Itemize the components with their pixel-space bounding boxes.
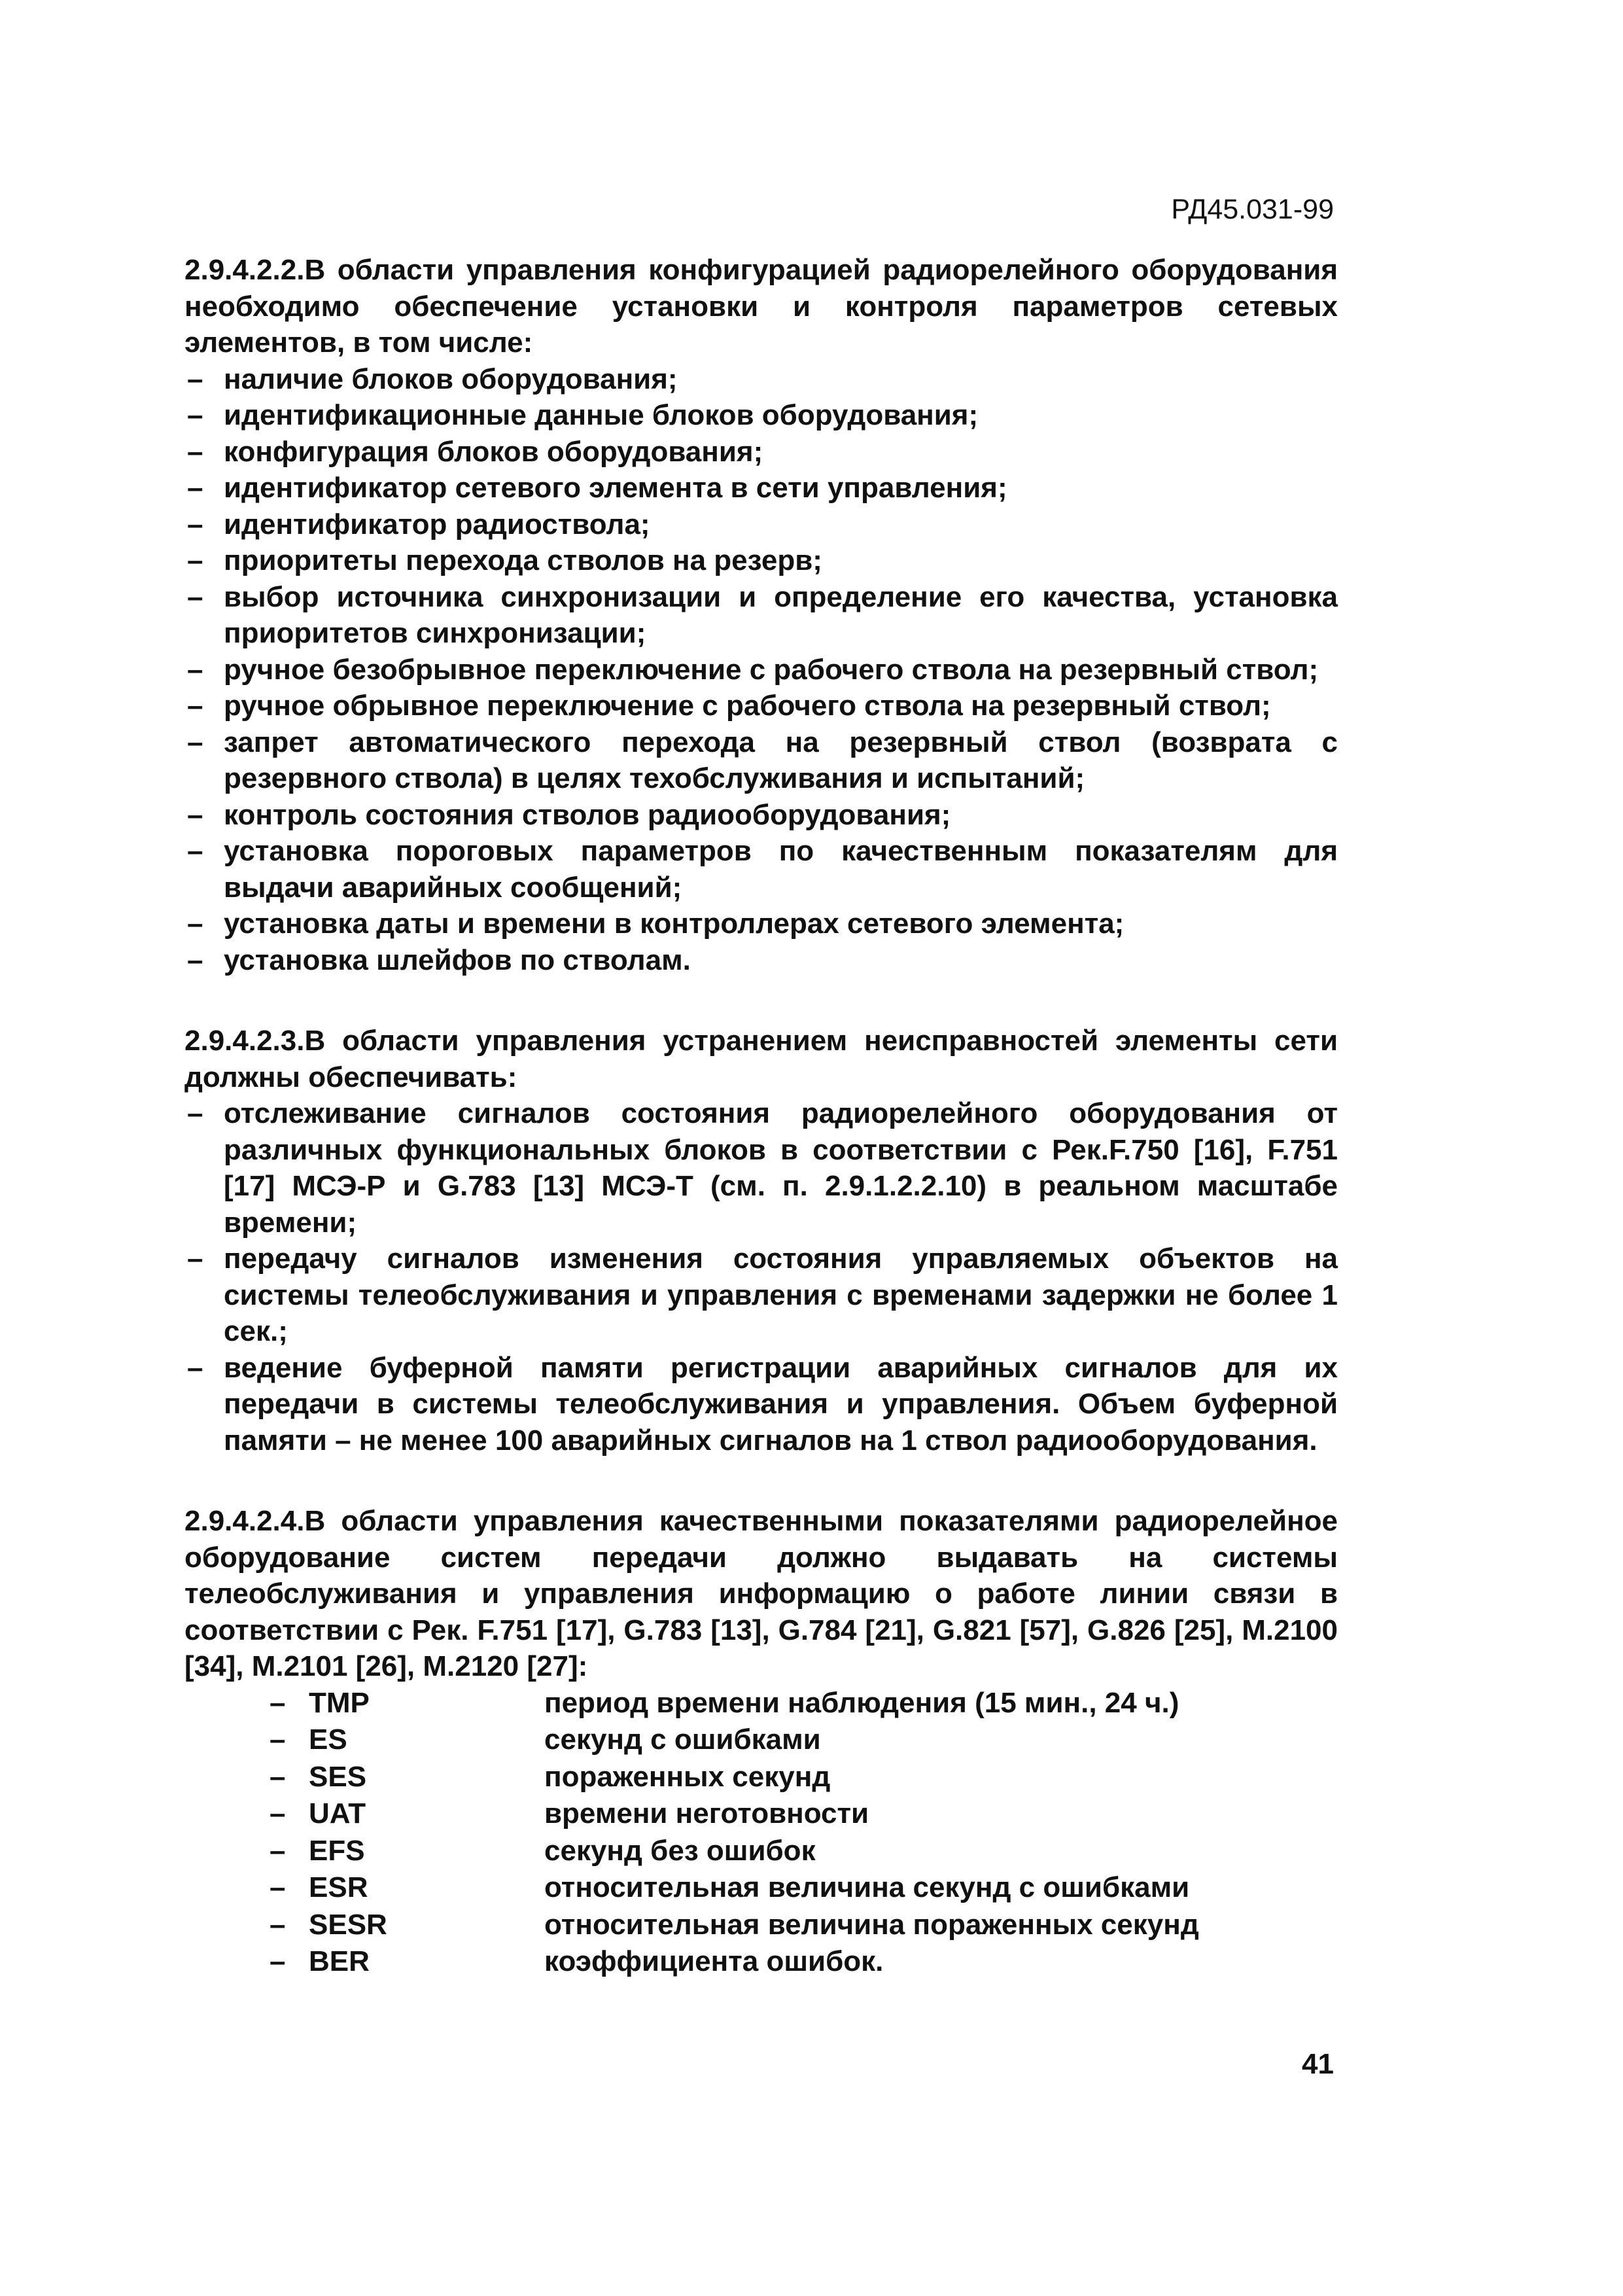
metric-code: ESR [309,1871,368,1903]
metric-code: UAT [309,1797,366,1829]
fault-management-list [184,1095,1338,1458]
page-number: 41 [1302,2048,1334,2080]
list-item: – ручное безобрывное переключение с рабочего ствола на резервный ствол; [224,652,1338,688]
metric-description: коэффициента ошибок. [544,1945,884,1977]
list-item: – выбор источника синхронизации и определение его качества, установка приоритетов синхронизации; [224,579,1338,652]
list-item: – отслеживание сигналов состояния радиорелейного оборудования от различных функциональных блоков в соответствии с Рек.F.750 [16], F.751 [17] МСЭ-Р и G.783 [13] МСЭ-Т (см. п. 2.9.1.2.2.10) в реальном масштабе времени; [224,1095,1338,1241]
metric-code: ES [309,1723,347,1756]
document-body [184,252,1338,1981]
list-item: – установка пороговых параметров по качественным показателям для выдачи аварийных сообщений; [224,833,1338,906]
metric-code: TMP [309,1686,370,1719]
metric-description: пораженных секунд [544,1760,831,1793]
list-item: – конфигурация блоков оборудования; [224,434,1338,470]
metric-code: SES [309,1760,367,1793]
list-item: – установка шлейфов по стволам. [224,942,1338,979]
metric-row: – SES пораженных секунд [184,1759,1338,1796]
list-item: – ведение буферной памяти регистрации аварийных сигналов для их передачи в системы телеобслуживания и управления. Объем буферной памяти – не менее 100 аварийных сигналов на 1 ствол радиооборудования. [224,1350,1338,1459]
metric-row: – EFS секунд без ошибок [184,1833,1338,1870]
section-2-9-4-2-2-intro: 2.9.4.2.2.В области управления конфигурацией радиорелейного оборудования необходимо обеспечение установки и контроля параметров сетевых элементов, в том числе: [184,254,1338,359]
list-item: – идентификационные данные блоков оборудования; [224,397,1338,434]
config-management-list [184,361,1338,979]
section-2-9-4-2-3-intro: 2.9.4.2.3.В области управления устранением неисправностей элементы сети должны обеспечивать: [184,1025,1338,1093]
metric-description: относительная величина пораженных секунд [544,1908,1199,1941]
list-item: – передачу сигналов изменения состояния управляемых объектов на системы телеобслуживания и управления с временами задержки не более 1 сек.; [224,1241,1338,1350]
list-item: – идентификатор сетевого элемента в сети управления; [224,470,1338,506]
metric-row: – TMP период времени наблюдения (15 мин., 24 ч.) [184,1685,1338,1722]
list-item: – установка даты и времени в контроллерах сетевого элемента; [224,906,1338,942]
document-code: РД45.031-99 [1171,194,1334,225]
metric-row: – ES секунд с ошибками [184,1722,1338,1759]
metric-description: период времени наблюдения (15 мин., 24 ч.) [544,1686,1179,1719]
list-item: – идентификатор радиоствола; [224,506,1338,543]
list-item: – наличие блоков оборудования; [224,361,1338,398]
metric-description: секунд с ошибками [544,1723,821,1756]
metric-description: времени неготовности [544,1797,869,1829]
metric-description: относительная величина секунд с ошибками [544,1871,1190,1903]
list-item: – приоритеты перехода стволов на резерв; [224,542,1338,579]
list-item: – запрет автоматического перехода на резервный ствол (возврата с резервного ствола) в целях техобслуживания и испытаний; [224,724,1338,797]
metric-code: SESR [309,1908,387,1941]
metric-row: – UAT времени неготовности [184,1795,1338,1833]
quality-metrics-list [184,1685,1338,1981]
metric-row: – BER коэффициента ошибок. [184,1943,1338,1981]
section-2-9-4-2-4-intro: 2.9.4.2.4.В области управления качественными показателями радиорелейное оборудование систем передачи должно выдавать на системы телеобслуживания и управления информацию о работе линии связи в соответствии с Рек. F.751 [17], G.783 [13], G.784 [21], G.821 [57], G.826 [25], M.2100 [34], M.2101 [26], M.2120 [27]: [184,1505,1338,1682]
metric-code: EFS [309,1834,365,1867]
metric-description: секунд без ошибок [544,1834,816,1867]
metric-row: – ESR относительная величина секунд с ошибками [184,1869,1338,1907]
list-item: – ручное обрывное переключение с рабочего ствола на резервный ствол; [224,688,1338,724]
metric-row: – SESR относительная величина пораженных секунд [184,1907,1338,1944]
metric-code: BER [309,1945,370,1977]
list-item: – контроль состояния стволов радиооборудования; [224,797,1338,834]
